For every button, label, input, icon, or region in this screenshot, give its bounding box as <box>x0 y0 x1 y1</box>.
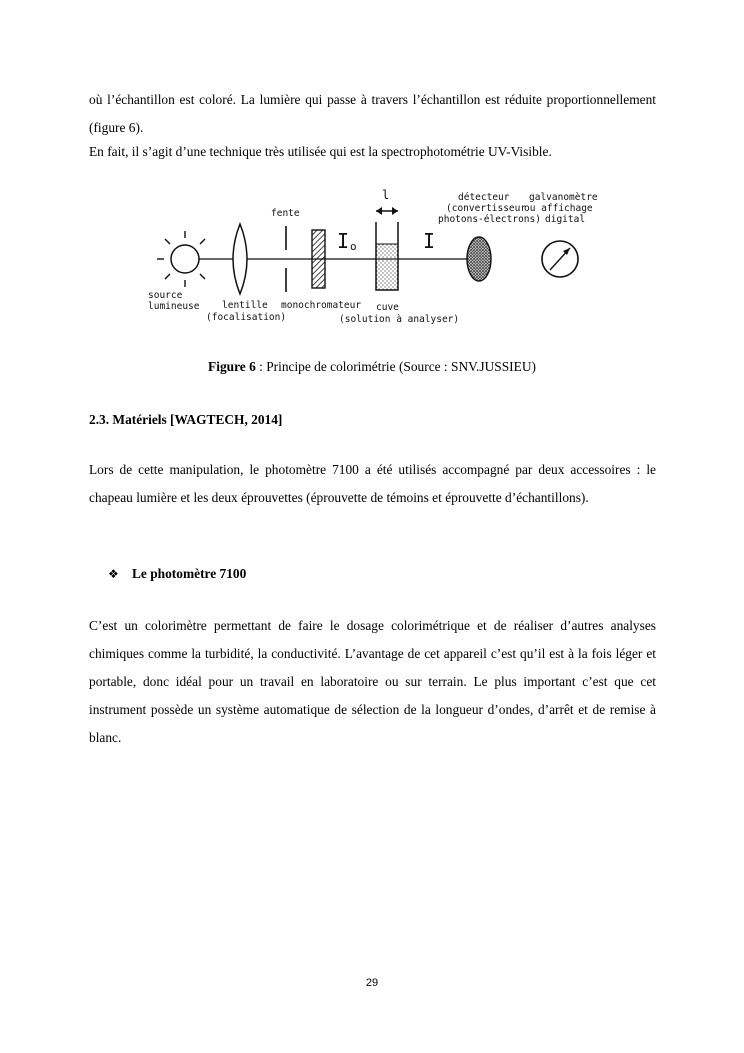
slit-label: fente <box>271 208 300 219</box>
cuvette-label-line2: (solution à analyser) <box>339 314 460 325</box>
galvanometer-icon <box>542 241 578 277</box>
colorimetry-figure <box>140 186 600 332</box>
monochromator-label: monochromateur <box>281 300 362 311</box>
source-label-line2: lumineuse <box>148 301 200 312</box>
figure-caption <box>0 359 744 375</box>
figure-caption-text: : Principe de colorimétrie (Source : SNV.JUSSIEU) <box>255 359 536 374</box>
cuvette-label-line1: cuve <box>376 302 399 313</box>
detector-icon <box>467 237 491 281</box>
diamond-bullet-icon: ❖ <box>108 567 119 581</box>
bullet-heading-text: Le photomètre 7100 <box>132 566 247 581</box>
lens-icon <box>233 224 247 294</box>
monochromator-icon <box>312 230 325 288</box>
detector-label-line1: détecteur <box>458 192 510 203</box>
photometer-paragraph: C’est un colorimètre permettant de faire le dosage colorimétrique et de réaliser d’autres analyses chimiques comme la turbidité, la conductivité. L’avantage de cet appareil c’est qu’il est à la fois léger et portable, donc idéal pour un travail en laboratoire ou sur terrain. Le plus important c’est que cet instrument possède un système automatique de sélection de la longueur d’ondes, d’arrêt et de remise à blanc. <box>89 618 656 745</box>
cuvette-icon <box>376 222 398 290</box>
transmitted-intensity-label: I <box>423 229 436 253</box>
detector-label-line3: photons-électrons) <box>438 214 541 225</box>
lens-label-line1: lentille <box>222 300 268 311</box>
detector-label-line2: (convertisseur <box>446 203 527 214</box>
galvanometer-label-line2: ou affichage <box>524 203 593 214</box>
path-length-label: l <box>382 188 390 202</box>
intro-paragraph: où l’échantillon est coloré. La lumière qui passe à travers l’échantillon est réduite proportionnellement (figure 6). <box>89 92 656 135</box>
path-length-arrow-icon <box>376 207 398 215</box>
colorimetry-diagram <box>140 186 600 332</box>
galvanometer-label-line1: galvanomètre <box>529 192 598 203</box>
materials-paragraph: Lors de cette manipulation, le photomètre 7100 a été utilisés accompagné par deux accessoires : le chapeau lumière et les deux éprouvettes (éprouvette de témoins et éprouvette d’échantillons). <box>89 462 656 505</box>
lens-label-line2: (focalisation) <box>206 312 287 323</box>
intro-paragraph-2: En fait, il s’agit d’une technique très utilisée qui est la spectrophotométrie UV-Visible. <box>89 144 552 159</box>
figure-number: Figure 6 <box>208 359 256 374</box>
light-source-icon <box>157 231 205 287</box>
section-heading: 2.3. Matériels [WAGTECH, 2014] <box>89 412 283 427</box>
bullet-heading <box>108 566 246 582</box>
incident-intensity-subscript: o <box>350 240 357 253</box>
page-number: 29 <box>365 977 379 989</box>
source-label-line1: source <box>148 290 183 301</box>
galvanometer-label-line3: digital <box>545 214 586 225</box>
incident-intensity-label: I <box>337 229 350 253</box>
